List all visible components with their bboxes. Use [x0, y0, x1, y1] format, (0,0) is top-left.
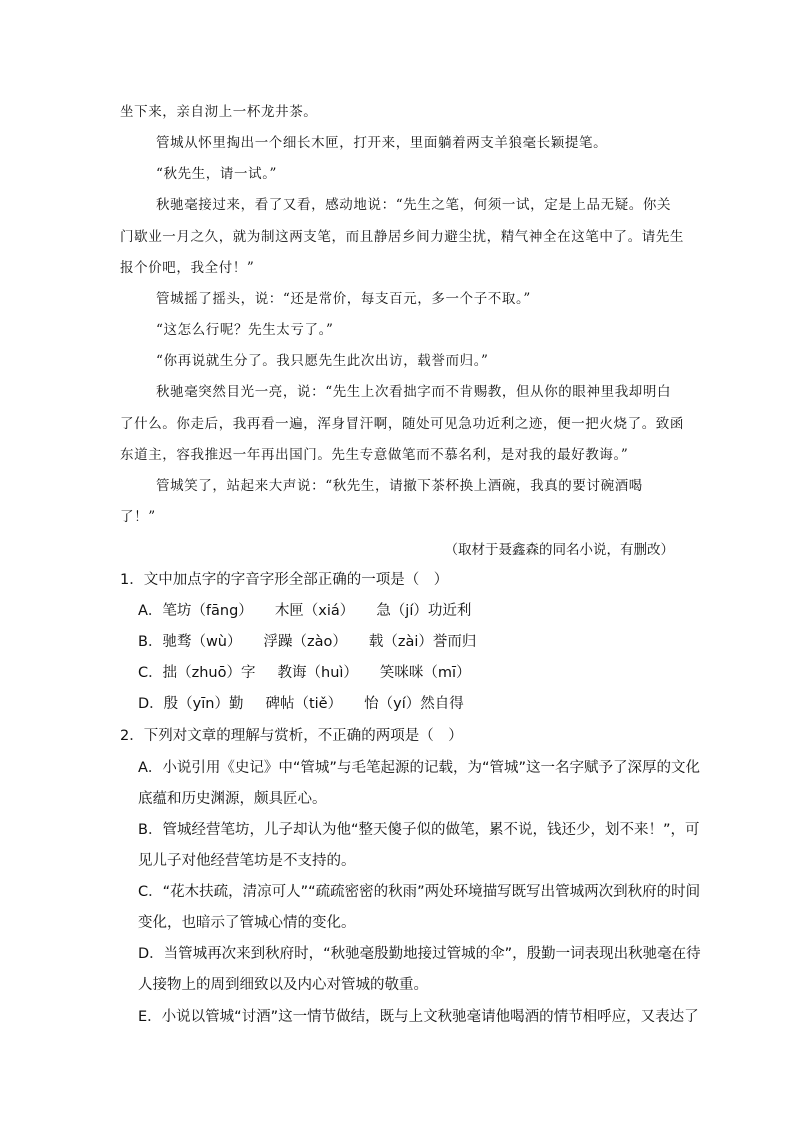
story-line: 门歇业一月之久，就为制这两支笔，而且静居乡间力避尘扰，精气神全在这笔中了。请先生: [120, 229, 684, 245]
option-line: 底蕴和历史渊源，颇具匠心。: [138, 791, 327, 807]
option-part: 浮躁（zào）: [263, 634, 347, 650]
option-part: 笑咪咪（mī）: [379, 665, 471, 681]
story-line: 秋驰毫突然目光一亮，说：“先生上次看拙字而不肯赐教，但从你的眼神里我却明白: [156, 384, 672, 400]
story-line: 管城笑了，站起来大声说：“秋先生，请撤下茶杯换上酒碗，我真的要讨碗酒喝: [156, 478, 643, 494]
option-part: D．殷（yīn）勤: [138, 696, 244, 712]
story-line: 管城从怀里掏出一个细长木匣，打开来，里面躺着两支羊狼毫长颖提笔。: [156, 135, 608, 151]
option-line: D．当管城再次来到秋府时，“秋驰毫殷勤地接过管城的伞”，殷勤一词表现出秋驰毫在待: [138, 946, 701, 962]
option-part: 载（zài）誉而归: [368, 634, 477, 650]
option-part: 教诲（huì）: [277, 665, 358, 681]
option-line: B．管城经营笔坊，儿子却认为他“整天傻子似的做笔，累不说，钱还少，划不来！”，可: [138, 822, 700, 838]
option-line: C．“花木扶疏，清凉可人”“疏疏密密的秋雨”两处环境描写既写出管城两次到秋府的时间: [138, 884, 701, 900]
question-stem: 2．下列对文章的理解与赏析，不正确的两项是（ ）: [120, 728, 463, 744]
story-line: 管城摇了摇头，说：“还是常价，每支百元，多一个子不取。”: [156, 291, 531, 307]
option-line: A．小说引用《史记》中“管城”与毛笔起源的记载，为“管城”这一名字赋予了深厚的文化: [138, 760, 700, 776]
story-line: “秋先生，请一试。”: [156, 166, 278, 182]
option-line: 人接物上的周到细致以及内心对管城的敬重。: [138, 977, 428, 993]
option-part: B．驰骛（wù）: [138, 634, 242, 650]
option-line: 见儿子对他经营笔坊是不支持的。: [138, 853, 356, 869]
option-a[interactable]: [138, 600, 471, 622]
story-line: 了！”: [120, 509, 156, 525]
story-line: 东道主，容我推迟一年再出国门。先生专意做笔而不慕名利，是对我的最好教诲。”: [120, 447, 629, 463]
story-line: 了什么。你走后，我再看一遍，浑身冒汗啊，随处可见急功近利之迹，便一把火烧了。致函: [120, 416, 684, 432]
option-b[interactable]: [138, 631, 476, 653]
story-line: “这怎么行呢？先生太亏了。”: [156, 322, 334, 338]
source-attribution: （取材于聂鑫森的同名小说，有删改）: [444, 542, 674, 558]
story-line: 秋驰毫接过来，看了又看，感动地说：“先生之笔，何须一试，定是上品无疑。你关: [156, 197, 672, 213]
option-part: 木匣（xiá）: [274, 603, 355, 619]
option-c[interactable]: [138, 662, 471, 684]
option-part: A．笔坊（fāng）: [138, 603, 253, 619]
option-part: 怡（yí）然自得: [364, 696, 464, 712]
option-part: C．拙（zhuō）字: [138, 665, 256, 681]
story-line: “你再说就生分了。我只愿先生此次出访，载誉而归。”: [156, 353, 489, 369]
option-line: 变化，也暗示了管城心情的变化。: [138, 915, 356, 931]
story-line: 报个价吧，我全付！”: [120, 260, 255, 276]
story-line: 坐下来，亲自沏上一杯龙井茶。: [120, 104, 318, 120]
option-line: E．小说以管城“讨酒”这一情节做结，既与上文秋驰毫请他喝酒的情节相呼应，又表达了: [138, 1009, 699, 1025]
option-part: 碑帖（tiě）: [265, 696, 343, 712]
option-d[interactable]: [138, 693, 464, 715]
question-stem: 1．文中加点字的字音字形全部正确的一项是（ ）: [120, 572, 449, 588]
option-part: 急（jí）功近利: [376, 603, 472, 619]
